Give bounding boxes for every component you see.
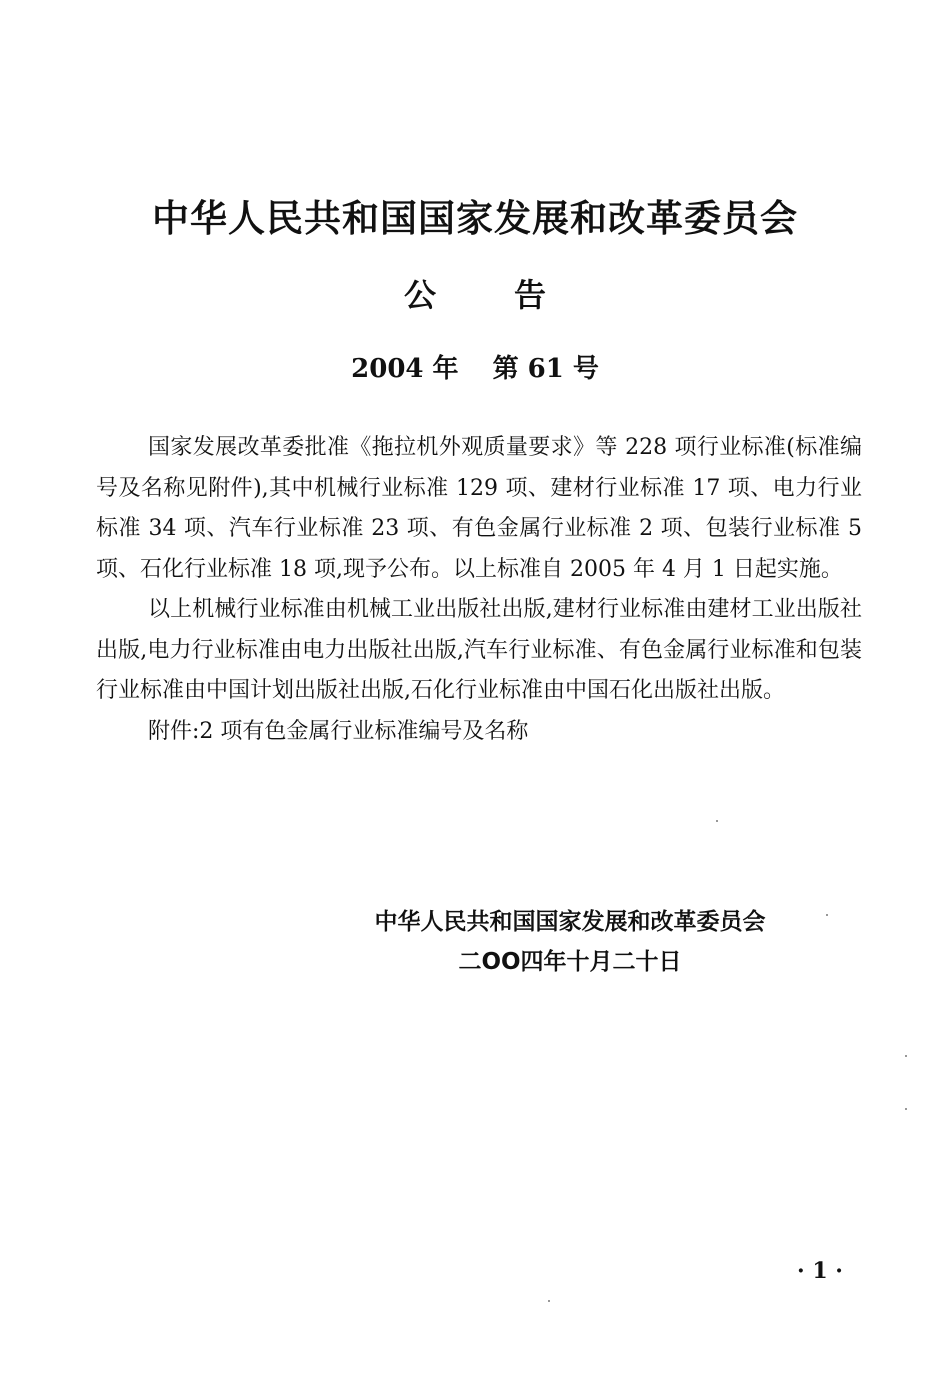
- page-number: · 1 ·: [797, 1258, 843, 1284]
- signature-organization: 中华人民共和国国家发展和改革委员会: [374, 909, 766, 935]
- scan-speck: [716, 820, 718, 822]
- signature-date: 二OO四年十月二十日: [458, 949, 682, 975]
- signature-block: [290, 902, 850, 982]
- body-paragraph-approval: 国家发展改革委批准《拖拉机外观质量要求》等 228 项行业标准(标准编号及名称见附件),其中机械行业标准 129 项、建材行业标准 17 项、电力行业标准 34 项、汽车行业标准 23 项、有色金属行业标准 2 项、包装行业标准 5 项、石化行业标准 18 项,现予公布。以上标准自 2005 年 4 月 1 日起实施。: [96, 435, 862, 582]
- announcement-body: [96, 428, 862, 752]
- document-number: [0, 348, 950, 385]
- scan-speck: [548, 1300, 550, 1302]
- document-issue-number: 第 61 号: [492, 354, 599, 384]
- issuing-organization-title: 中华人民共和国国家发展和改革委员会: [152, 197, 798, 240]
- scan-speck: [905, 1055, 907, 1057]
- document-type-heading: 公告: [403, 276, 624, 314]
- scan-speck: [826, 914, 828, 916]
- scan-speck: [905, 1108, 907, 1110]
- body-paragraph-publishers: 以上机械行业标准由机械工业出版社出版,建材行业标准由建材工业出版社出版,电力行业标准由电力出版社出版,汽车行业标准、有色金属行业标准和包装行业标准由中国计划出版社出版,石化行业标准由中国石化出版社出版。: [96, 597, 862, 703]
- body-paragraph-attachment: 附件:2 项有色金属行业标准编号及名称: [148, 718, 529, 744]
- document-year: 2004 年: [351, 354, 459, 384]
